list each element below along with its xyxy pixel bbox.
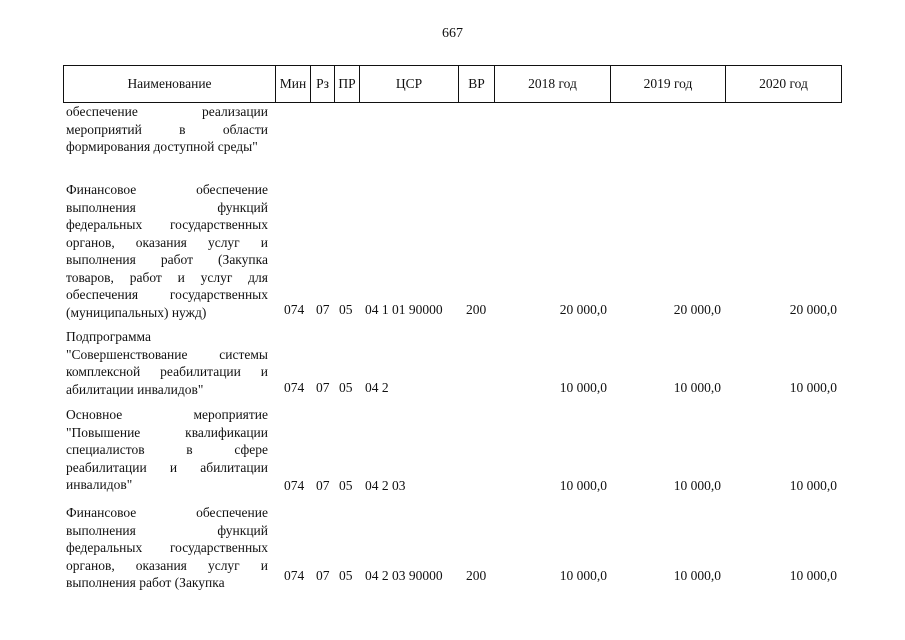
- cell-min: 074: [284, 302, 305, 317]
- cell-2020: 10 000,0: [789, 478, 837, 493]
- cell-2018: 10 000,0: [559, 568, 607, 583]
- cell-2019: 10 000,0: [673, 380, 721, 395]
- header-min: Мин: [275, 66, 310, 102]
- cell-rz: 07: [316, 478, 330, 493]
- header-name: Наименование: [127, 76, 212, 91]
- cell-csr: 04 2: [365, 380, 389, 395]
- table-row: [0, 379, 905, 397]
- cell-min: 074: [284, 478, 305, 493]
- table-header: [63, 65, 842, 103]
- table-row: [0, 567, 905, 585]
- cell-2018: 10 000,0: [559, 380, 607, 395]
- cell-2019: 10 000,0: [673, 478, 721, 493]
- cell-pr: 05: [339, 478, 353, 493]
- cell-min: 074: [284, 568, 305, 583]
- row-name: Финансовое обеспечение выполнения функций федеральных государственных органов, оказания услуг и выполнения работ (Закупка товаров, работ и услуг для обеспечения государственных (муниципальных) нужд): [66, 182, 268, 320]
- cell-pr: 05: [339, 302, 353, 317]
- cell-csr: 04 1 01 90000: [365, 302, 443, 317]
- cell-vr: 200: [466, 568, 487, 583]
- header-csr: ЦСР: [359, 66, 458, 102]
- cell-2018: 20 000,0: [559, 302, 607, 317]
- cell-pr: 05: [339, 568, 353, 583]
- table-row: [0, 477, 905, 495]
- header-vr: ВР: [458, 66, 494, 102]
- cell-rz: 07: [316, 302, 330, 317]
- cell-csr: 04 2 03 90000: [365, 568, 443, 583]
- row-name: обеспечение реализации мероприятий в области формирования доступной среды": [66, 104, 268, 154]
- cell-2020: 20 000,0: [789, 302, 837, 317]
- header-2018: 2018 год: [494, 66, 610, 102]
- cell-min: 074: [284, 380, 305, 395]
- cell-rz: 07: [316, 568, 330, 583]
- row-name: Подпрограмма "Совершенствование системы комплексной реабилитации и абилитации инвалидов": [66, 329, 268, 397]
- cell-2019: 20 000,0: [673, 302, 721, 317]
- cell-vr: 200: [466, 302, 487, 317]
- cell-pr: 05: [339, 380, 353, 395]
- header-pr: ПР: [334, 66, 359, 102]
- cell-rz: 07: [316, 380, 330, 395]
- table-row: [0, 301, 905, 319]
- cell-2019: 10 000,0: [673, 568, 721, 583]
- row-name: Основное мероприятие "Повышение квалификации специалистов в сфере реабилитации и абилитации инвалидов": [66, 407, 268, 492]
- page-number: 667: [442, 26, 463, 41]
- cell-2020: 10 000,0: [789, 568, 837, 583]
- header-2020: 2020 год: [725, 66, 841, 102]
- cell-csr: 04 2 03: [365, 478, 406, 493]
- header-2019: 2019 год: [610, 66, 725, 102]
- row-name: Финансовое обеспечение выполнения функций федеральных государственных органов, оказания услуг и выполнения работ (Закупка: [66, 505, 268, 590]
- header-rz: Рз: [310, 66, 334, 102]
- cell-2020: 10 000,0: [789, 380, 837, 395]
- cell-2018: 10 000,0: [559, 478, 607, 493]
